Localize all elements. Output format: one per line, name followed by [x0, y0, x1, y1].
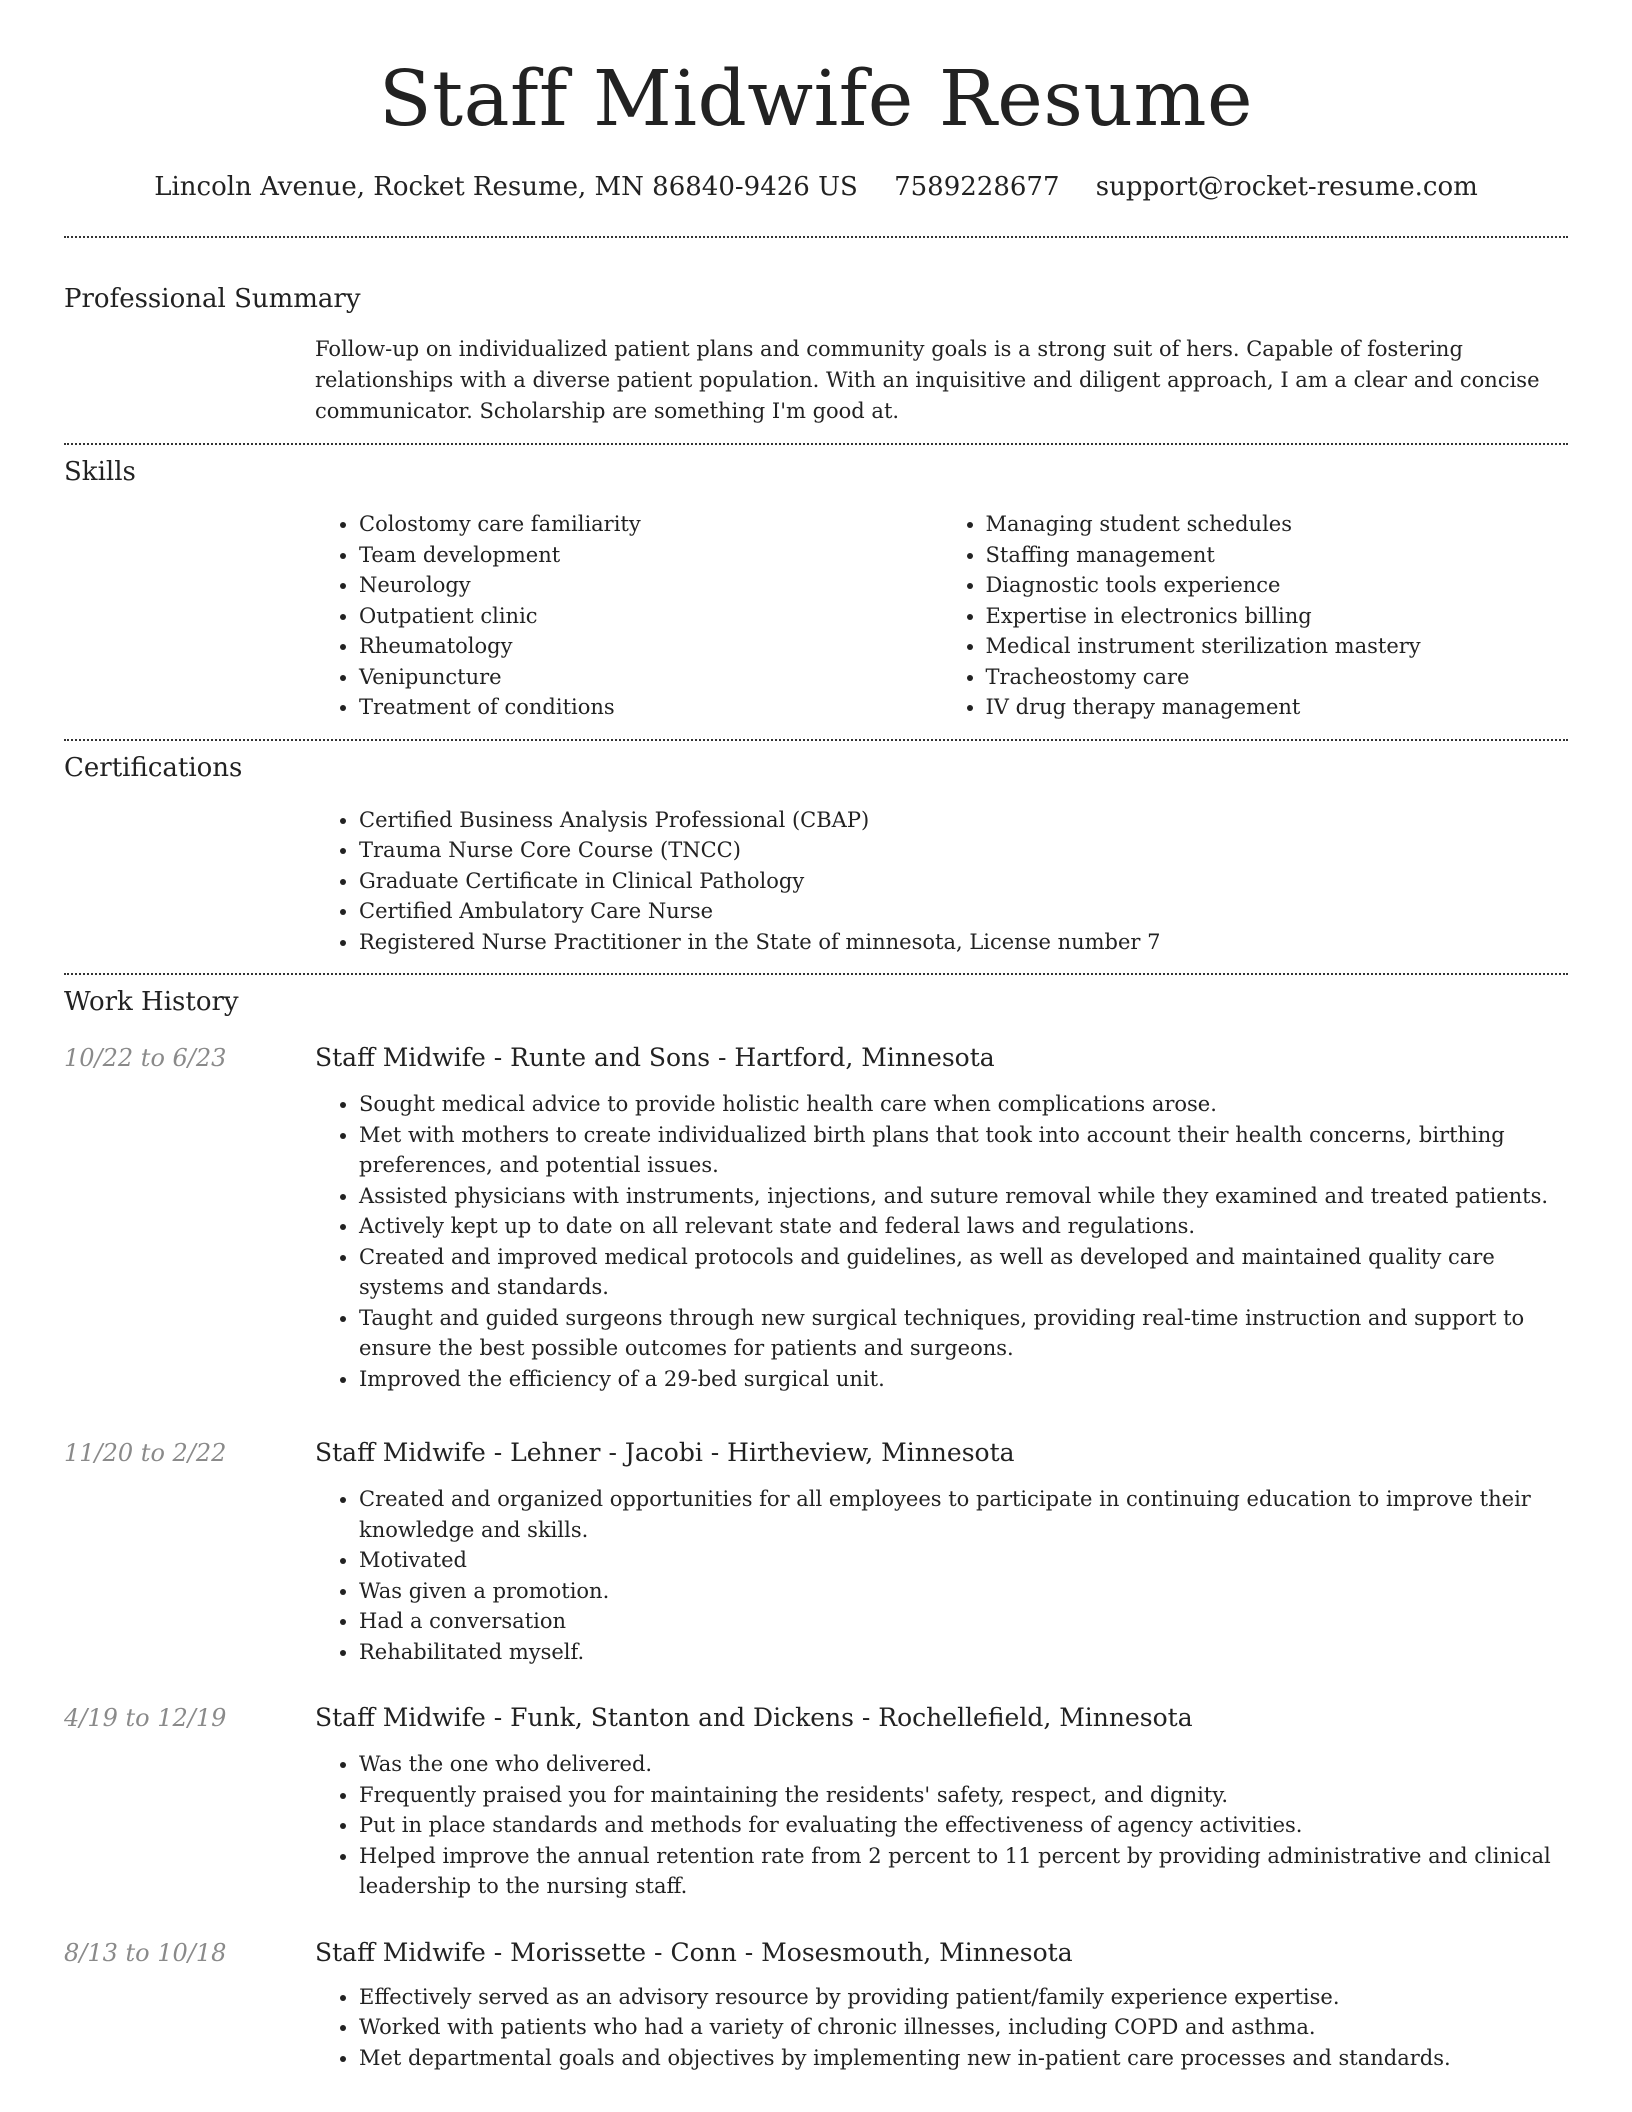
job-title: Staff Midwife - Morissette - Conn - Mosesmouth, Minnesota — [315, 1937, 1073, 1967]
skill-item: • Treatment of conditions — [359, 692, 942, 723]
contact-email: support@rocket-resume.com — [1095, 172, 1478, 202]
contact-address: Lincoln Avenue, Rocket Resume, MN 86840-9426 US — [154, 172, 858, 202]
job-bullets — [315, 1749, 1568, 1902]
skill-item: • Staffing management — [986, 540, 1569, 571]
certification-item: • Trauma Nurse Core Course (TNCC) — [359, 835, 1568, 866]
job-bullets — [315, 1982, 1568, 2074]
skill-item: • Medical instrument sterilization mastery — [986, 631, 1569, 662]
job-bullet: • Improved the efficiency of a 29-bed surgical unit. — [359, 1364, 1568, 1395]
certifications-section — [64, 741, 1568, 958]
skill-item: • Rheumatology — [359, 631, 942, 662]
job-bullet: • Frequently praised you for maintaining the residents' safety, respect, and dignity. — [359, 1780, 1568, 1811]
job-bullet: • Helped improve the annual retention rate from 2 percent to 11 percent by providing administrative and clinical leadership to the nursing staff. — [359, 1841, 1568, 1902]
job-bullets — [315, 1089, 1568, 1394]
resume-page — [64, 0, 1568, 2073]
skills-grid — [315, 509, 1568, 723]
job-bullet: • Created and improved medical protocols and guidelines, as well as developed and maintained quality care systems and standards. — [359, 1242, 1568, 1303]
job-dates: 4/19 to 12/19 — [64, 1704, 227, 1732]
summary-text: Follow-up on individualized patient plans and community goals is a strong suit of hers. Capable of fostering relationships with a diverse patient population. With an inquisitive and diligent approach, I am a clear and concise communicator. Scholarship are something I'm good at. — [315, 337, 1540, 423]
resume-title: Staff Midwife Resume — [378, 55, 1254, 144]
job-bullet: • Sought medical advice to provide holistic health care when complications arose. — [359, 1089, 1568, 1120]
certification-item: • Certified Ambulatory Care Nurse — [359, 896, 1568, 927]
job-entry — [64, 1436, 1568, 1667]
skill-item: • Tracheostomy care — [986, 662, 1569, 693]
job-bullet: • Rehabilitated myself. — [359, 1637, 1568, 1668]
summary-section — [64, 238, 1568, 427]
certification-item: • Registered Nurse Practitioner in the State of minnesota, License number 7 — [359, 927, 1568, 958]
certification-item: • Certified Business Analysis Professional (CBAP) — [359, 805, 1568, 836]
job-bullet: • Met departmental goals and objectives by implementing new in-patient care processes and standards. — [359, 2043, 1568, 2074]
job-dates: 8/13 to 10/18 — [64, 1938, 227, 1967]
work-section — [64, 975, 1568, 2073]
skill-item: • Neurology — [359, 570, 942, 601]
job-bullets — [315, 1484, 1568, 1667]
job-dates: 11/20 to 2/22 — [64, 1439, 227, 1467]
summary-heading: Professional Summary — [64, 284, 361, 314]
job-dates: 10/22 to 6/23 — [64, 1044, 227, 1072]
skills-heading: Skills — [64, 457, 136, 487]
skill-item: • IV drug therapy management — [986, 692, 1569, 723]
job-bullet: • Put in place standards and methods for evaluating the effectiveness of agency activities. — [359, 1810, 1568, 1841]
skill-item: • Outpatient clinic — [359, 601, 942, 632]
contact-phone: 7589228677 — [894, 172, 1060, 202]
skills-section — [64, 445, 1568, 723]
job-title: Staff Midwife - Funk, Stanton and Dickens - Rochellefield, Minnesota — [315, 1703, 1193, 1732]
job-entry — [64, 1936, 1568, 2074]
skills-list-left — [315, 509, 942, 723]
job-bullet: • Was the one who delivered. — [359, 1749, 1568, 1780]
skills-list-right — [942, 509, 1569, 723]
skill-item: • Managing student schedules — [986, 509, 1569, 540]
job-bullet: • Assisted physicians with instruments, injections, and suture removal while they examined and treated patients. — [359, 1181, 1568, 1212]
skill-item: • Expertise in electronics billing — [986, 601, 1569, 632]
job-bullet: • Actively kept up to date on all relevant state and federal laws and regulations. — [359, 1211, 1568, 1242]
job-bullet: • Worked with patients who had a variety of chronic illnesses, including COPD and asthma. — [359, 2012, 1568, 2043]
job-bullet: • Was given a promotion. — [359, 1576, 1568, 1607]
job-bullet: • Met with mothers to create individualized birth plans that took into account their health concerns, birthing preferences, and potential issues. — [359, 1120, 1568, 1181]
certifications-heading: Certifications — [64, 752, 243, 783]
job-entry — [64, 1041, 1568, 1394]
job-bullet: • Motivated — [359, 1545, 1568, 1576]
job-bullet: • Taught and guided surgeons through new surgical techniques, providing real-time instruction and support to ensure the best possible outcomes for patients and surgeons. — [359, 1303, 1568, 1364]
job-title: Staff Midwife - Runte and Sons - Hartford, Minnesota — [315, 1043, 995, 1072]
certifications-list — [315, 805, 1568, 958]
job-bullet: • Created and organized opportunities for all employees to participate in continuing education to improve their knowledge and skills. — [359, 1484, 1568, 1545]
job-bullet: • Effectively served as an advisory resource by providing patient/family experience expertise. — [359, 1982, 1568, 2013]
contact-line — [64, 170, 1568, 204]
job-bullet: • Had a conversation — [359, 1606, 1568, 1637]
certification-item: • Graduate Certificate in Clinical Pathology — [359, 866, 1568, 897]
work-heading: Work History — [64, 987, 239, 1017]
job-title: Staff Midwife - Lehner - Jacobi - Hirtheview, Minnesota — [315, 1438, 1015, 1467]
skill-item: • Venipuncture — [359, 662, 942, 693]
job-entry — [64, 1701, 1568, 1902]
skill-item: • Diagnostic tools experience — [986, 570, 1569, 601]
skill-item: • Team development — [359, 540, 942, 571]
skill-item: • Colostomy care familiarity — [359, 509, 942, 540]
